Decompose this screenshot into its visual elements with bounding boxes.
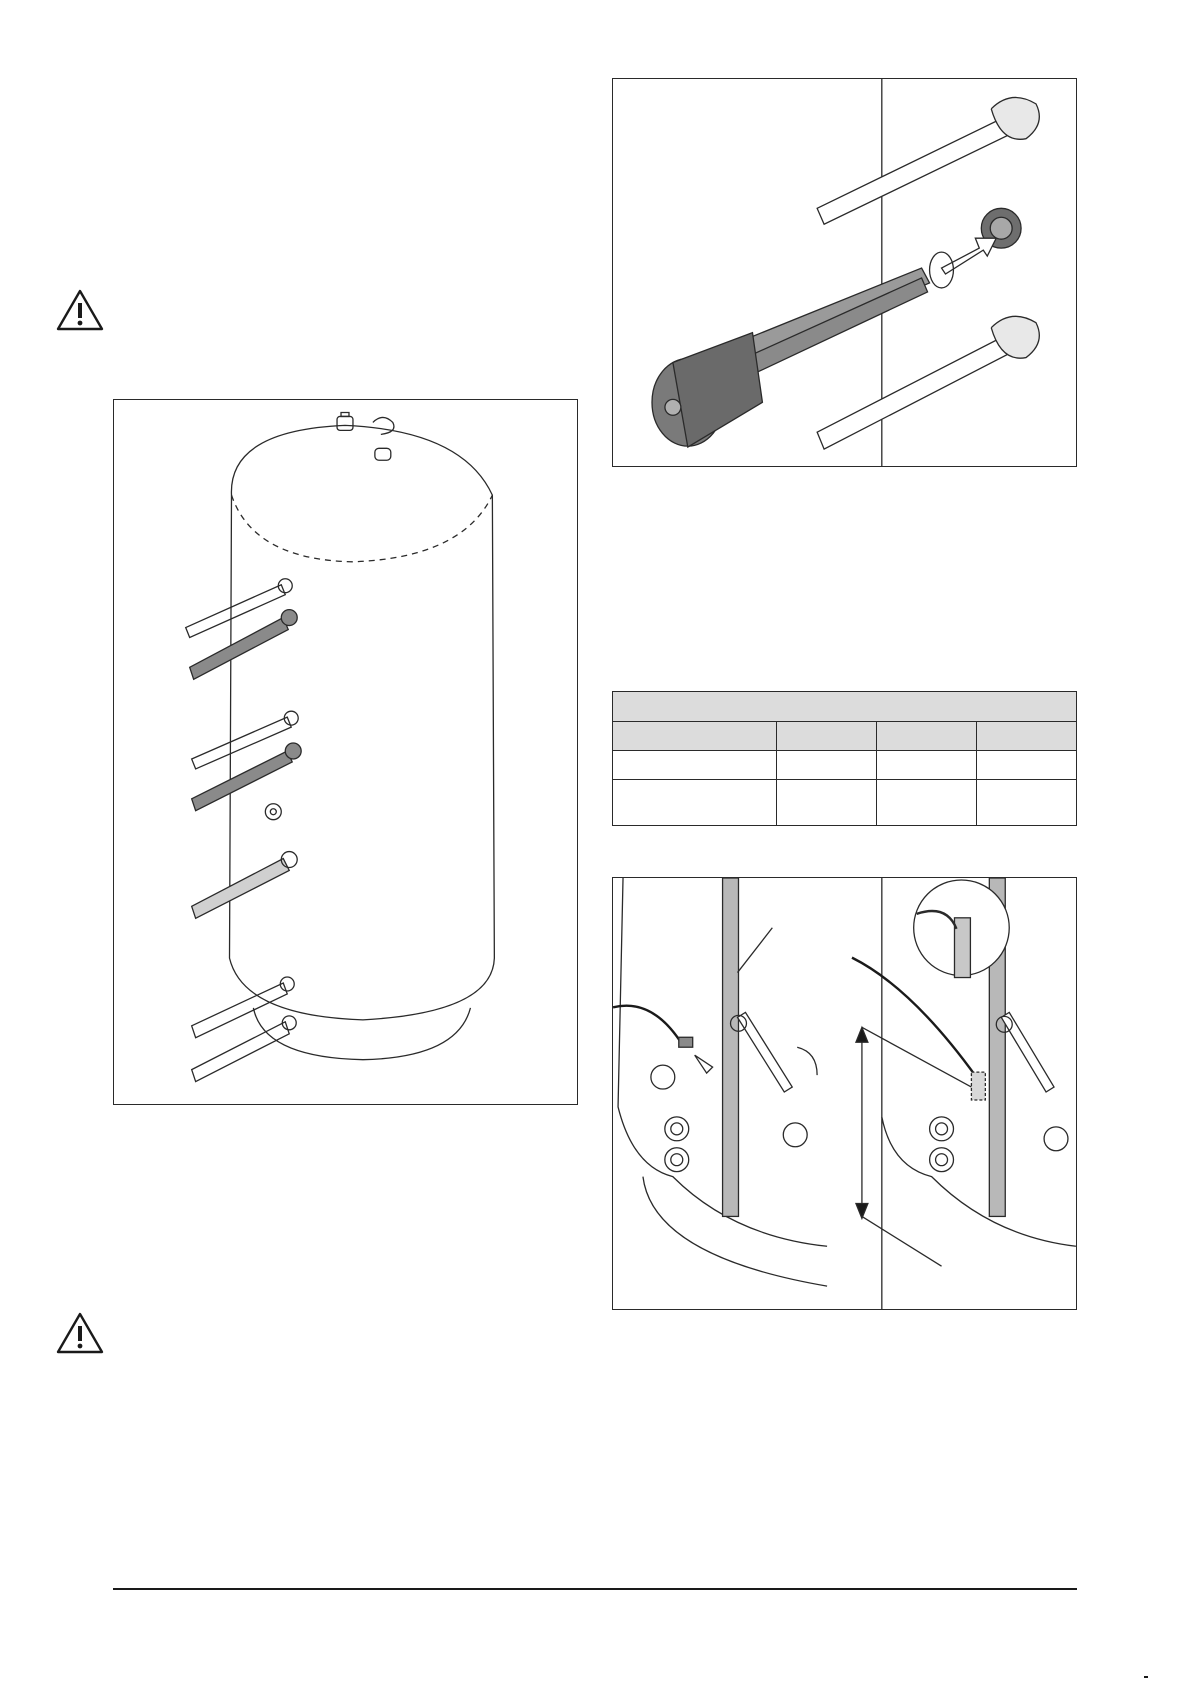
- footer-rule: [113, 1588, 1077, 1590]
- sensor-pocket-icon: [613, 878, 1076, 1309]
- table-row: [613, 751, 1077, 780]
- warning-triangle-icon: [56, 288, 104, 332]
- page-marker: [1144, 1676, 1148, 1678]
- hot-water-cylinder-icon: [114, 400, 577, 1104]
- table-cell: [777, 780, 877, 826]
- table-header-cell: [877, 722, 977, 751]
- sensor-pocket-figure: [612, 877, 1077, 1310]
- table-cell: [777, 751, 877, 780]
- warning-triangle-icon: [56, 1311, 104, 1355]
- table-header-cell: [777, 722, 877, 751]
- table-cell: [977, 780, 1077, 826]
- table-cell: [613, 751, 777, 780]
- table-caption-cell: [613, 692, 1077, 722]
- table-cell: [613, 780, 777, 826]
- immersion-heater-icon: [613, 79, 1076, 466]
- table-header-cell: [977, 722, 1077, 751]
- table-cell: [877, 751, 977, 780]
- immersion-heater-figure: [612, 78, 1077, 467]
- table-header-cell: [613, 722, 777, 751]
- table-cell: [877, 780, 977, 826]
- cylinder-figure: [113, 399, 578, 1105]
- spec-table: [612, 691, 1077, 826]
- table-row: [613, 780, 1077, 826]
- table-cell: [977, 751, 1077, 780]
